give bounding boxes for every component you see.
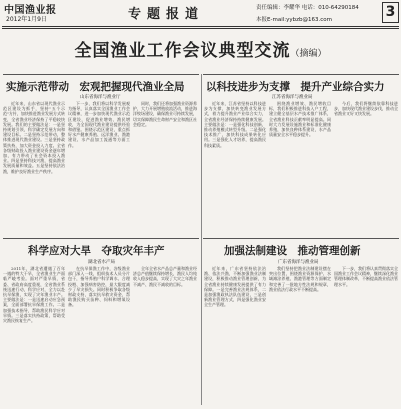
site-line: 本报E-mail:yybzb@163.com [256,17,332,23]
article-title: 以科技进步为支撑 提升产业综合实力 [206,81,385,93]
article-column: 下一步，我们将以科学发展观为指导，认真落实全国渔业工作会议精神，进一步加快现代渔业示范区建设，促进渔业增效、渔民增收，为全国现代渔业建设提供经验和借鉴。围绕示范区建设，重点抓好水产健康养殖、远洋渔业、渔港建设、水产品加工流通等方面工作。 [68,101,130,148]
article-column: 全年全省水产品总产量和渔业经济总产值继续保持增长，渔民人均纯收入稳步提高，实现了大灾之年渔业不减产、渔民不减收的目标。 [133,266,197,287]
article-rule [203,238,399,239]
article-column: 围绕渔业增效、渔民增收目标，我们积极推进科技入户工程，建立健全基层水产技术推广体系，全省渔业科技贡献率明显提高。同时大力发展设施渔业和标准化健康养殖，加快良种体系建设，水产品质量安全水平稳步提升。 [269,101,331,138]
article-byline: 山东省海洋与渔业厅 [80,95,121,100]
article-title: 科学应对大旱 夺取灾年丰产 [28,245,165,257]
article-column: 在抗旱保渔工作中，各级渔业部门深入一线，组织技术人员分片包干，指导养殖户科学调水、合理投喂、加强病害防控，最大限度减少了旱灾损失。同时积极争取各级财政支持，落实抗旱救灾资金，帮助渔民购买苗种、饲料和增氧设备。 [68,266,130,308]
center-divider [201,74,202,405]
article-column: 我们坚持把渔业法制建设摆在突出位置，围绕渔业资源保护、水域滩涂养殖、渔港管理等方面制定和完善了一批地方性法规和规章，渔业依法行政水平不断提高。 [269,266,331,292]
newspaper-logo: 中国渔业报 [4,5,57,16]
article-column: 近年来，江苏省坚持以科技进步为支撑，加快转变渔业发展方式，着力提升渔业产业综合实力，全省渔业经济保持持续健康发展。主要做法是：一是强化科技创新，推动养殖模式转型升级。二是强化技术推广，加快科技成果转化应用。三是强化人才培养，提高渔民科技素质。 [204,101,266,148]
article-column: 近年来，山东省以现代渔业示范区建设为抓手，坚持"五个示范"方针，加快推进渔业发展方式转变，全省渔业经济保持了平稳较快发展。我们的主要做法是：一是坚持规划引领，科学确定发展方向和建设目标。二是坚持示范带动，整体推进现代渔业建设。三是坚持政策扶持，加大资金投入力度。全省各级财政投入渔业建设资金逐年增加，有力带动了社会资本投入渔业。四是坚持科技兴渔，提高渔业发展质量和效益。五是坚持依法治渔，维护良好渔业生产秩序。 [3,101,65,174]
article-column: 下一步，我们将认真贯彻落实全国渔业工作会议精神，继续深化渔业管理体制改革，不断提高渔业依法管理水平。 [334,266,398,287]
article-column: 2011年，湖北省遭遇了百年一遇的特大干旱，全省渔业生产面临严峻考验。面对严重旱情，省委、省政府高度重视，全省渔业系统迅速行动，科学应对，全力以赴抗旱保渔，实现了灾年渔业丰产。主要做法是：一是迅速启动应急预案，全面部署抗旱保渔工作。二是加强技术指导，帮助渔民科学应对旱情。三是落实扶持政策，帮助受灾渔民恢复生产。 [3,266,65,324]
masthead [0,0,401,26]
article-column: 近年来，广东省坚持依法治渔、依法兴渔，不断加强渔业法制建设，积极推动渔业管理创新，为全省渔业持续健康发展提供了有力保障。一是完善渔业法规体系，二是加强渔政执法队伍建设，三是创新渔业管理方式，四是强化渔业安全生产管理。 [204,266,266,308]
article-title: 实施示范带动 宏观把握现代渔业全局 [6,81,185,93]
page-number: 3 [382,2,399,23]
headline-note: （摘编） [290,49,327,59]
article-byline: 广东省海洋与渔业局 [278,260,319,265]
article-rule [3,238,199,239]
section-title: 专题报道 [128,7,205,22]
editor-line: 责任编辑：李耀华 电话：010-64290184 [256,5,359,11]
masthead-rule [2,26,399,27]
masthead-rule-thin [2,28,399,29]
article-rule [3,74,199,75]
headline-text: 全国渔业工作会议典型交流 [74,41,291,61]
article-column: 同时，我们还将加强渔业资源养护，大力开展增殖放流活动，推进海洋牧场建设，确保渔业可持续发展，切实保障渔民生命财产安全和渔区社会稳定。 [133,101,197,127]
issue-date: 2012年1月9日 [6,16,47,23]
article-title: 加强法制建设 推动管理创新 [224,245,361,257]
article-byline: 湖北省水产局 [88,260,115,265]
article-rule [203,74,399,75]
main-headline [0,36,401,61]
article-byline: 江苏省海洋与渔业局 [272,95,313,100]
article-column: 今后，我们将继续依靠科技进步，加快现代渔业建设步伐，推动全省渔业又好又快发展。 [334,101,398,117]
